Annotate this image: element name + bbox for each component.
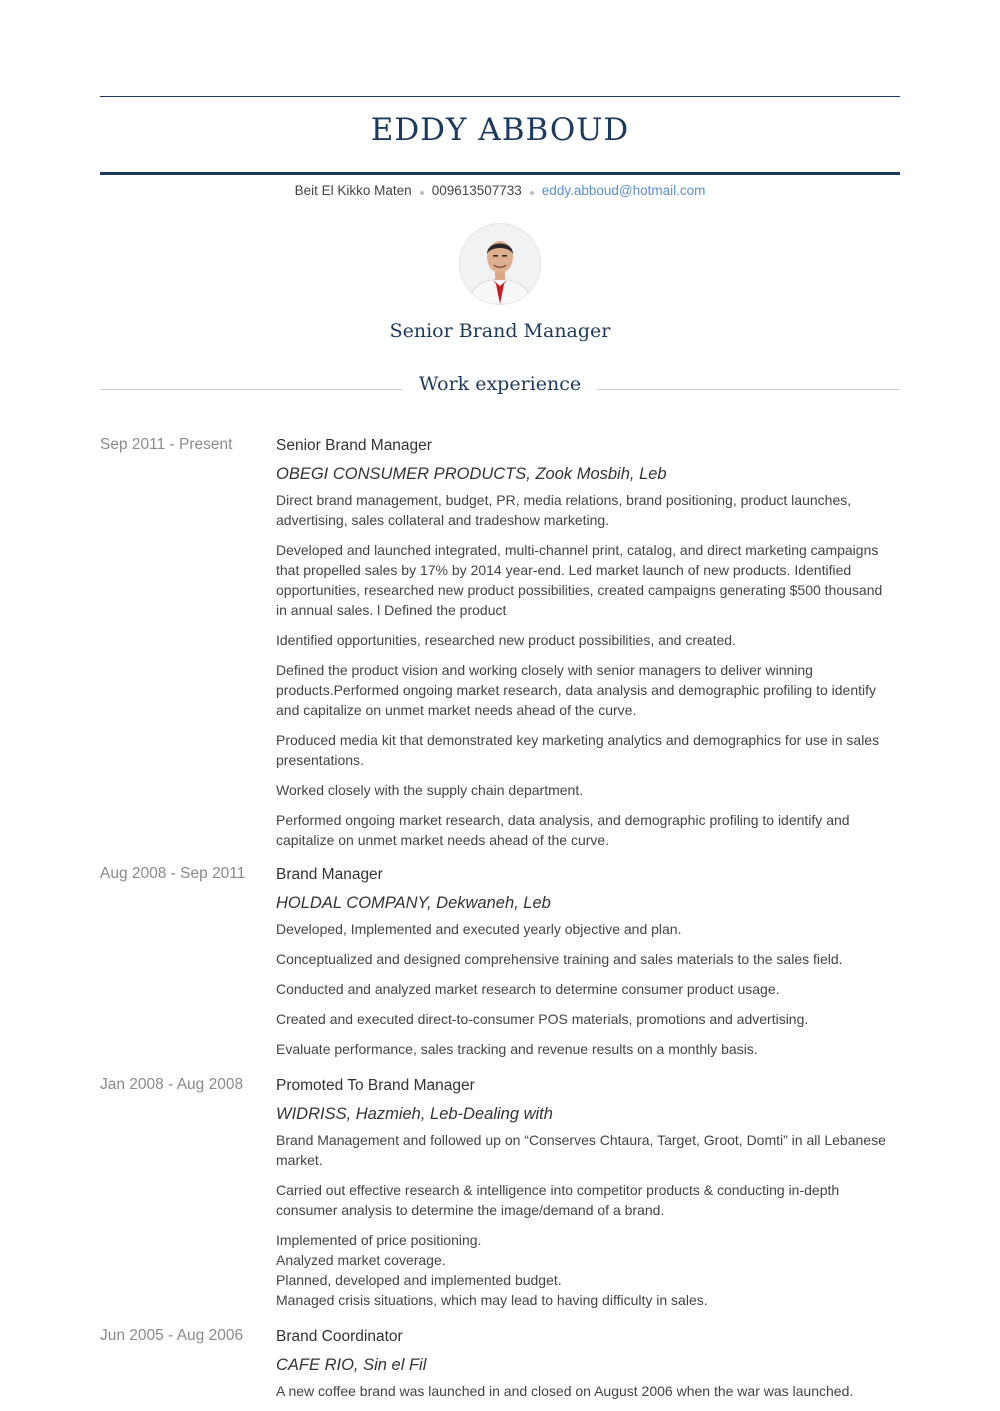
job-content — [276, 436, 888, 860]
job-date: Jun 2005 - Aug 2006 — [100, 1327, 244, 1344]
job-description: Developed and launched integrated, multi-channel print, catalog, and direct marketing campaigns that propelled sales by 17% by 2014 year-end. Led market launch of new products. Identified opportunities, researched new product possibilities, created campaigns generating $500 thousand in annual sales. l Defined the product — [276, 542, 883, 618]
job-description: Performed ongoing market research, data analysis, and demographic profiling to identify and capitalize on unmet market needs ahead of the curve. — [276, 812, 850, 848]
job-description: Implemented of price positioning. Analyzed market coverage. Planned, developed and implemented budget. Managed crisis situations, which may lead to having difficulty in sales. — [276, 1232, 708, 1308]
job-description: Brand Management and followed up on “Conserves Chtaura, Target, Groot, Domti” in all Lebanese market. — [276, 1132, 886, 1168]
job-company: WIDRISS, Hazmieh, Leb-Dealing with — [276, 1105, 553, 1123]
job-company: CAFE RIO, Sin el Fil — [276, 1356, 427, 1374]
job-date: Aug 2008 - Sep 2011 — [100, 865, 246, 882]
phone: 009613507733 — [431, 183, 522, 198]
email-link[interactable]: eddy.abboud@hotmail.com — [541, 183, 706, 198]
job-description: Created and executed direct-to-consumer POS materials, promotions and advertising. — [276, 1011, 809, 1027]
avatar-photo-icon — [460, 224, 540, 304]
job-description: Identified opportunities, researched new product possibilities, and created. — [276, 632, 736, 648]
job-title: Brand Coordinator — [276, 1328, 403, 1345]
job-description: Conducted and analyzed market research to determine consumer product usage. — [276, 981, 780, 997]
bullet-icon — [420, 191, 424, 195]
job-description: Developed, Implemented and executed yearly objective and plan. — [276, 921, 682, 937]
candidate-name: EDDY ABBOUD — [370, 112, 630, 148]
job-description: A new coffee brand was launched in and closed on August 2006 when the war was launched. — [276, 1383, 854, 1399]
job-date: Jan 2008 - Aug 2008 — [100, 1076, 244, 1093]
location: Beit El Kikko Maten — [294, 183, 412, 198]
job-content — [276, 865, 888, 1069]
bullet-icon — [530, 191, 534, 195]
job-description: Conceptualized and designed comprehensive training and sales materials to the sales field. — [276, 951, 843, 967]
header-top-rule — [100, 96, 900, 97]
job-description: Direct brand management, budget, PR, media relations, brand positioning, product launches, advertising, sales collateral and tradeshow marketing. — [276, 492, 852, 528]
job-description: Defined the product vision and working closely with senior managers to deliver winning products.Performed ongoing market research, data analysis and demographic profiling to identify and capitalize on unmet market needs ahead of the curve. — [276, 662, 876, 718]
job-title: Promoted To Brand Manager — [276, 1077, 475, 1094]
job-description: Worked closely with the supply chain department. — [276, 782, 584, 798]
header-bottom-rule — [100, 172, 900, 175]
job-title: Brand Manager — [276, 866, 383, 883]
job-company: HOLDAL COMPANY, Dekwaneh, Leb — [276, 894, 551, 912]
section-header-work-experience — [100, 373, 900, 403]
section-title: Work experience — [418, 373, 582, 395]
headline: Senior Brand Manager — [389, 320, 611, 342]
job-date: Sep 2011 - Present — [100, 436, 233, 453]
contact-line — [100, 183, 900, 198]
avatar — [460, 224, 540, 304]
job-description: Produced media kit that demonstrated key marketing analytics and demographics for use in sales presentations. — [276, 732, 880, 768]
job-content — [276, 1076, 888, 1320]
job-content — [276, 1327, 888, 1411]
job-description: Carried out effective research & intelligence into competitor products & conducting in-depth consumer analysis to determine the image/demand of a brand. — [276, 1182, 840, 1218]
job-title: Senior Brand Manager — [276, 437, 432, 454]
job-description: Evaluate performance, sales tracking and revenue results on a monthly basis. — [276, 1041, 758, 1057]
job-company: OBEGI CONSUMER PRODUCTS, Zook Mosbih, Leb — [276, 465, 667, 483]
